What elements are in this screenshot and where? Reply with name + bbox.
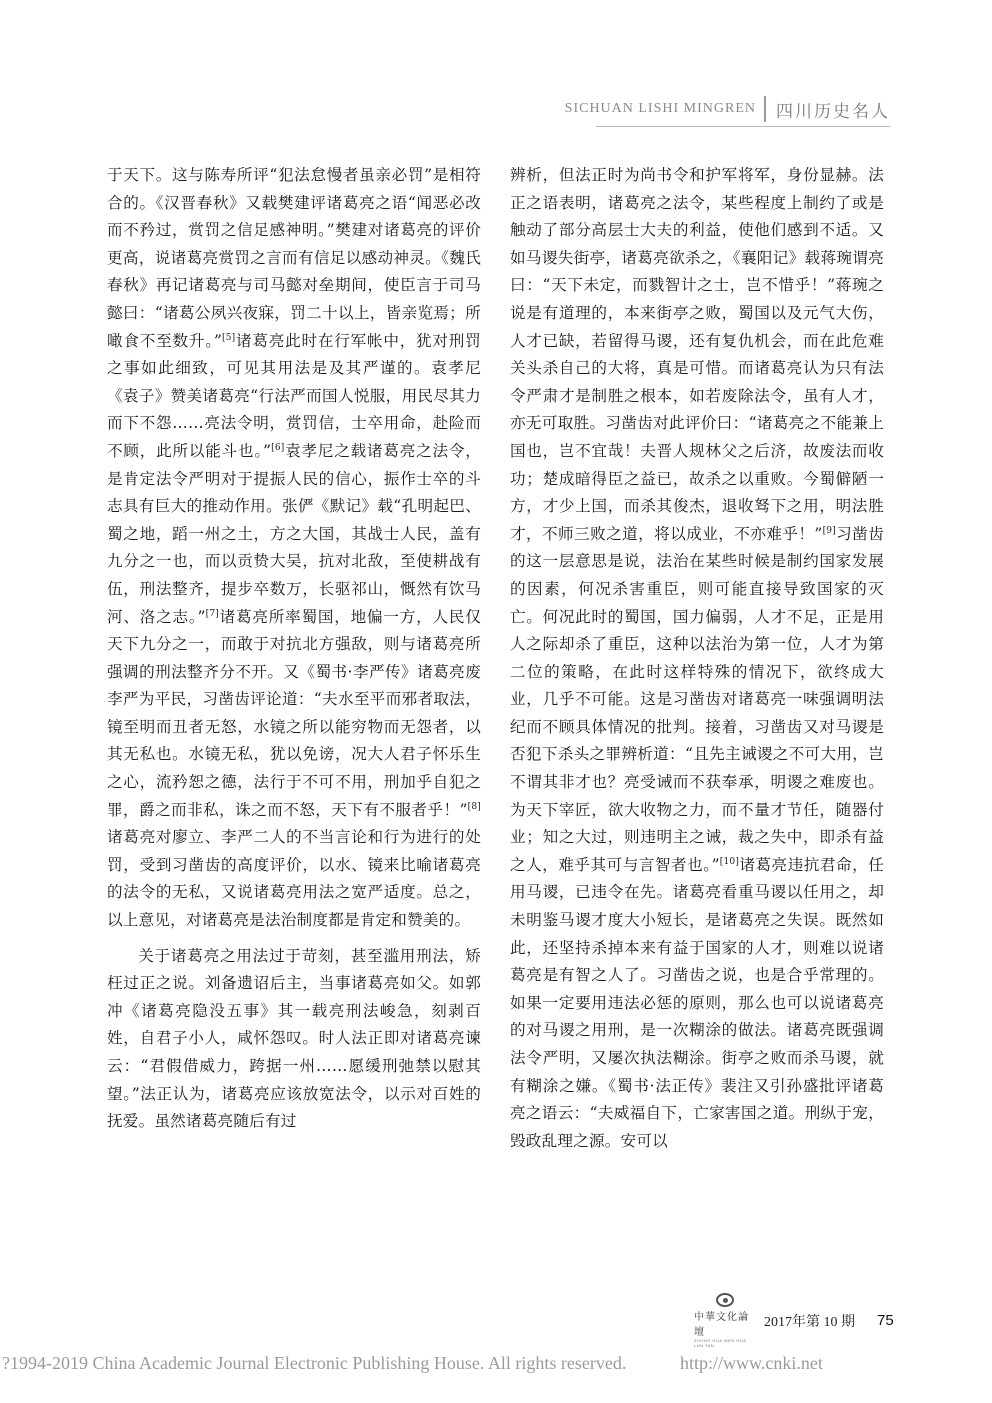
logo-name: 中華文化論壇 xyxy=(694,1312,749,1338)
logo-emblem-icon xyxy=(716,1293,734,1307)
text-segment: 诸葛亮所率蜀国，地偏一方，人民仅天下九分之一，而敢于对抗北方强敌，则与诸葛亮所强调的刑法整齐分不开。又《蜀书·李严传》诸葛亮废李严为平民，习凿齿评论道：“夫水至平而邪者取法，镜至明而丑者无怒，水镜之所以能穷物而无怨者，以其无私也。水镜无私，犹以免谤，况大人君子怀乐生之心，流矜恕之德，法行于不可不用，刑加乎自犯之罪，爵之而非私，诛之而不怒，天下有不服者乎！” xyxy=(107,607,481,819)
page-number: 75 xyxy=(877,1312,894,1329)
text-segment: 诸葛亮此时在行军帐中，犹对刑罚之事如此细致，可见其用法是及其严谨的。袁孝尼《袁子》赞美诸葛亮“行法严而国人悦服，用民尽其力而下不怨……亮法令明，赏罚信，士卒用命，赴险而不顾，此所以能斗也。” xyxy=(107,331,481,460)
journal-logo xyxy=(694,1293,756,1348)
text-segment: 辨析，但法正时为尚书令和护军将军，身份显赫。法正之语表明，诸葛亮之法令，某些程度上制约了或是触动了部分高层士大夫的利益，使他们感到不适。又如马谡失街亭，诸葛亮欲杀之，《襄阳记》载蒋琬谓亮曰：“天下未定，而戮智计之士，岂不惜乎！”蒋琬之说是有道理的，本来街亭之败，蜀国以及元气大伤，人才已缺，若留得马谡，还有复仇机会，而在此危难关头杀自己的大将，真是可惜。而诸葛亮认为只有法令严肃才是制胜之根本，如若废除法令，虽有人才，亦无可取胜。习凿齿对此评价曰：“诸葛亮之不能兼上国也，岂不宜哉！夫晋人规林父之后济，故废法而收功；楚成暗得臣之益已，故杀之以重败。今蜀僻陋一方，才少上国，而杀其俊杰，退收驽下之用，明法胜才，不师三败之道，将以成业，不亦难乎！” xyxy=(510,166,884,543)
issue-label: 2017年第 10 期 xyxy=(764,1314,855,1330)
header-rule xyxy=(596,126,890,127)
right-column xyxy=(510,162,884,1155)
text-segment: 诸葛亮违抗君命，任用马谡，已违令在先。诸葛亮看重马谡以任用之，却未明鉴马谡才度大小短长，是诸葛亮之失误。既然如此，还坚持杀掉本来有益于国家的人才，则难以说诸葛亮是有智之人了。习凿齿之说，也是合乎常理的。如果一定要用违法必惩的原则，那么也可以说诸葛亮的对马谡之用刑，是一次糊涂的做法。诸葛亮既强调法令严明，又屡次执法糊涂。街亭之败而杀马谡，就有糊涂之嫌。《蜀书·法正传》裴注又引孙盛批评诸葛亮之语云：“夫威福自下，亡家害国之道。刑纵于宠，毁政乱理之源。安可以 xyxy=(510,855,884,1150)
left-column xyxy=(107,162,481,1136)
page-footer xyxy=(694,1293,894,1348)
left-paragraph-1 xyxy=(107,162,481,935)
text-segment: 于天下。这与陈寿所评“犯法怠慢者虽亲必罚”是相符合的。《汉晋春秋》又载樊建评诸葛亮之语“闻恶必改而不矜过，赏罚之信足感神明。”樊建对诸葛亮的评价更高，说诸葛亮赏罚之言而有信足以感动神灵。《魏氏春秋》再记诸葛亮与司马懿对垒期间，使臣言于司马懿曰：“诸葛公夙兴夜寐，罚二十以上，皆亲览焉；所噉食不至数升。” xyxy=(107,166,481,350)
running-header xyxy=(565,94,890,124)
text-segment: 袁孝尼之载诸葛亮之法令，是肯定法令严明对于提振人民的信心，振作士卒的斗志具有巨大的推动作用。张俨《默记》载“孔明起巴、蜀之地，蹈一州之土，方之大国，其战士人民，盖有九分之一也，而以贡贽大吴，抗对北敌，至使耕战有伍，刑法整齐，提步卒数万，长驱祁山，慨然有饮马河、洛之志。” xyxy=(107,441,482,626)
right-paragraph xyxy=(510,162,884,1155)
footnote-ref: [10] xyxy=(719,856,740,867)
footnote-ref: [8] xyxy=(467,801,481,812)
header-chinese-title: 四川历史名人 xyxy=(776,101,890,122)
footnote-ref: [6] xyxy=(271,442,285,453)
text-segment: 习凿齿的这一层意思是说，法治在某些时候是制约国家发展的因素，何况杀害重臣，则可能直接导致国家的灭亡。何况此时的蜀国，国力偏弱，人才不足，正是用人之际却杀了重臣，这种以法治为第一位，人才为第二位的策略，在此时这样特殊的情况下，欲终成大业，几乎不可能。这是习凿齿对诸葛亮一味强调明法纪而不顾具体情况的批判。接着，习凿齿又对马谡是否犯下杀头之罪辨析道：“且先主诫谡之不可大用，岂不谓其非才也？亮受诫而不获奉承，明谡之难废也。为天下宰匠，欲大收物之力，而不量才节任，随器付业；知之大过，则违明主之诫，裁之失中，即杀有益之人，难乎其可与言智者也。” xyxy=(510,524,884,874)
text-segment: 诸葛亮对廖立、李严二人的不当言论和行为进行的处罚，受到习凿齿的高度评价，以水、镜来比喻诸葛亮的法令的无私，又说诸葛亮用法之宽严适度。总之，以上意见，对诸葛亮是法治制度都是肯定和赞美的。 xyxy=(107,828,481,930)
copyright-url[interactable]: http://www.cnki.net xyxy=(680,1353,823,1373)
left-paragraph-2: 关于诸葛亮之用法过于苛刻，甚至滥用刑法，矫枉过正之说。刘备遗诏后主，当事诸葛亮如父。如郭冲《诸葛亮隐没五事》其一载亮刑法峻急，刻剥百姓，自君子小人，咸怀怨叹。时人法正即对诸葛亮谏云：“君假借威力，跨据一州……愿缓刑弛禁以慰其望。”法正认为，诸葛亮应该放宽法令，以示对百姓的抚爱。虽然诸葛亮随后有过 xyxy=(107,946,481,1131)
copyright-text: ?1994-2019 China Academic Journal Electronic Publishing House. All rights reserved. xyxy=(2,1353,627,1373)
logo-pinyin: ZHONG HUA WEN HUA LUN TAN xyxy=(694,1338,747,1348)
header-english-title: SICHUAN LISHI MINGREN xyxy=(564,101,756,116)
footnote-ref: [5] xyxy=(222,332,236,343)
footnote-ref: [9] xyxy=(822,525,836,536)
footnote-ref: [7] xyxy=(205,608,219,619)
